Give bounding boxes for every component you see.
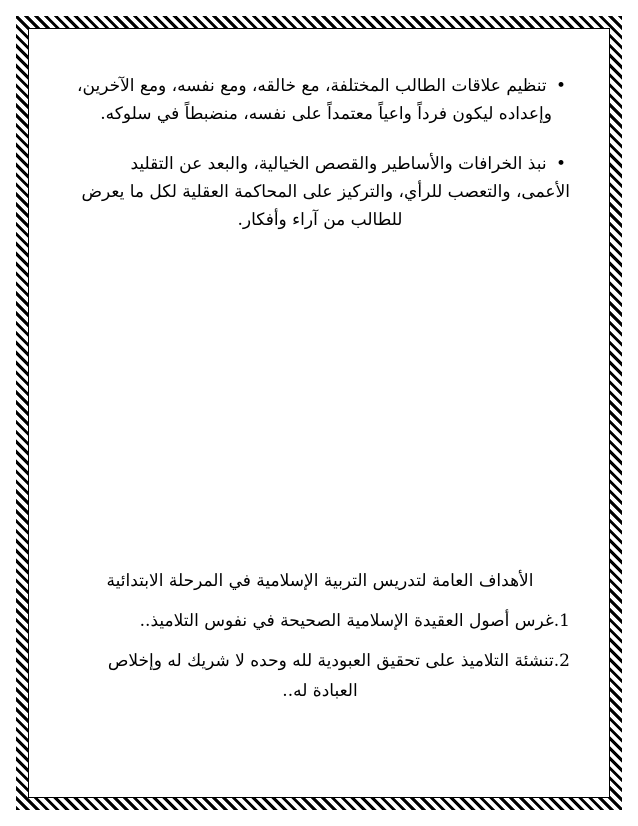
paragraph-2-line-1: نبذ الخرافات والأساطير والقصص الخيالية، والبعد عن التقليد	[130, 154, 547, 174]
goals-section	[70, 566, 570, 706]
goal-item-2: 2.تنشئة التلاميذ على تحقيق العبودية لله وحده لا شريك له وإخلاص	[107, 651, 570, 671]
paragraph-2	[70, 150, 570, 234]
paragraph-1-line-1: تنظيم علاقات الطالب المختلفة، مع خالقه، ومع نفسه، ومع الآخرين،	[77, 76, 547, 96]
paragraph-2-line-2: الأعمى، والتعصب للرأي، والتركيز على المحاكمة العقلية لكل ما يعرض	[81, 182, 570, 202]
paragraph-2-line-3: للطالب من آراء وأفكار.	[237, 210, 403, 230]
goal-item-2-continuation: العبادة له..	[282, 681, 358, 701]
section-title: الأهداف العامة لتدريس التربية الإسلامية في المرحلة الابتدائية	[106, 571, 534, 591]
paragraph-1-line-2: وإعداده ليكون فرداً واعياً معتمداً على نفسه، منضبطاً في سلوكه.	[100, 104, 552, 124]
goal-item-1: 1.غرس أصول العقيدة الإسلامية الصحيحة في نفوس التلاميذ..	[139, 611, 570, 631]
bullet-2: •	[555, 154, 567, 174]
paragraph-1	[70, 72, 570, 128]
bullet-1: •	[555, 76, 567, 96]
